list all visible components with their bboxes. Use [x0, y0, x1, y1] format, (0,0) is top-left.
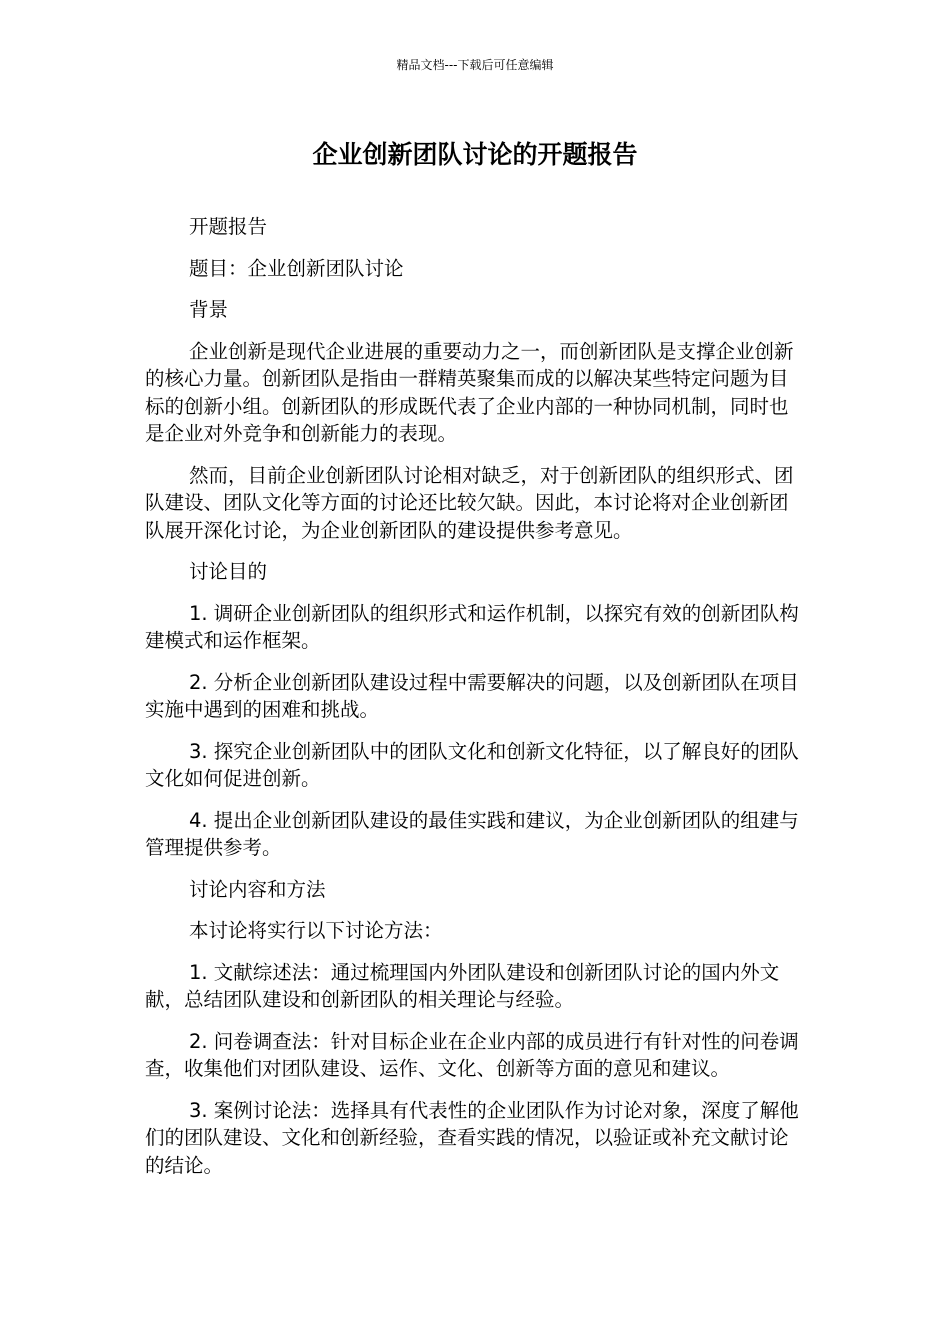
heading-background: 背景 — [189, 298, 229, 321]
document-body — [145, 213, 805, 1193]
purpose-item-3: 3. 探究企业创新团队中的团队文化和创新文化特征，以了解良好的团队文化如何促进创新。 — [145, 739, 799, 790]
paragraph-topic: 题目：企业创新团队讨论 — [189, 256, 404, 280]
header-note: 精品文档---下载后可任意编辑 — [396, 58, 554, 72]
heading-content-methods: 讨论内容和方法 — [189, 877, 326, 901]
heading-purpose: 讨论目的 — [189, 560, 268, 583]
paragraph-background-2: 然而，目前企业创新团队讨论相对缺乏，对于创新团队的组织形式、团队建设、团队文化等方面的讨论还比较欠缺。因此，本讨论将对企业创新团队展开深化讨论，为企业创新团队的建设提供参考意见。 — [145, 463, 794, 542]
paragraph-report-label: 开题报告 — [189, 215, 268, 238]
method-item-3: 3. 案例讨论法：选择具有代表性的企业团队作为讨论对象，深度了解他们的团队建设、文化和创新经验，查看实践的情况，以验证或补充文献讨论的结论。 — [145, 1098, 799, 1177]
paragraph-methods-intro: 本讨论将实行以下讨论方法： — [189, 919, 443, 942]
method-item-2: 2. 问卷调查法：针对目标企业在企业内部的成员进行有针对性的问卷调查，收集他们对团队建设、运作、文化、创新等方面的意见和建议。 — [145, 1029, 799, 1080]
purpose-item-2: 2. 分析企业创新团队建设过程中需要解决的问题，以及创新团队在项目实施中遇到的困难和挑战。 — [145, 670, 799, 721]
paragraph-background-1: 企业创新是现代企业进展的重要动力之一，而创新团队是支撑企业创新的核心力量。创新团队是指由一群精英聚集而成的以解决某些特定问题为目标的创新小组。创新团队的形成既代表了企业内部的一种协同机制，同时也是企业对外竞争和创新能力的表现。 — [145, 339, 794, 445]
document-title: 企业创新团队讨论的开题报告 — [312, 140, 638, 169]
method-item-1: 1. 文献综述法：通过梳理国内外团队建设和创新团队讨论的国内外文献，总结团队建设和创新团队的相关理论与经验。 — [145, 960, 780, 1011]
purpose-item-1: 1. 调研企业创新团队的组织形式和运作机制，以探究有效的创新团队构建模式和运作框架。 — [145, 601, 799, 652]
purpose-item-4: 4. 提出企业创新团队建设的最佳实践和建议，为企业创新团队的组建与管理提供参考。 — [145, 808, 799, 859]
